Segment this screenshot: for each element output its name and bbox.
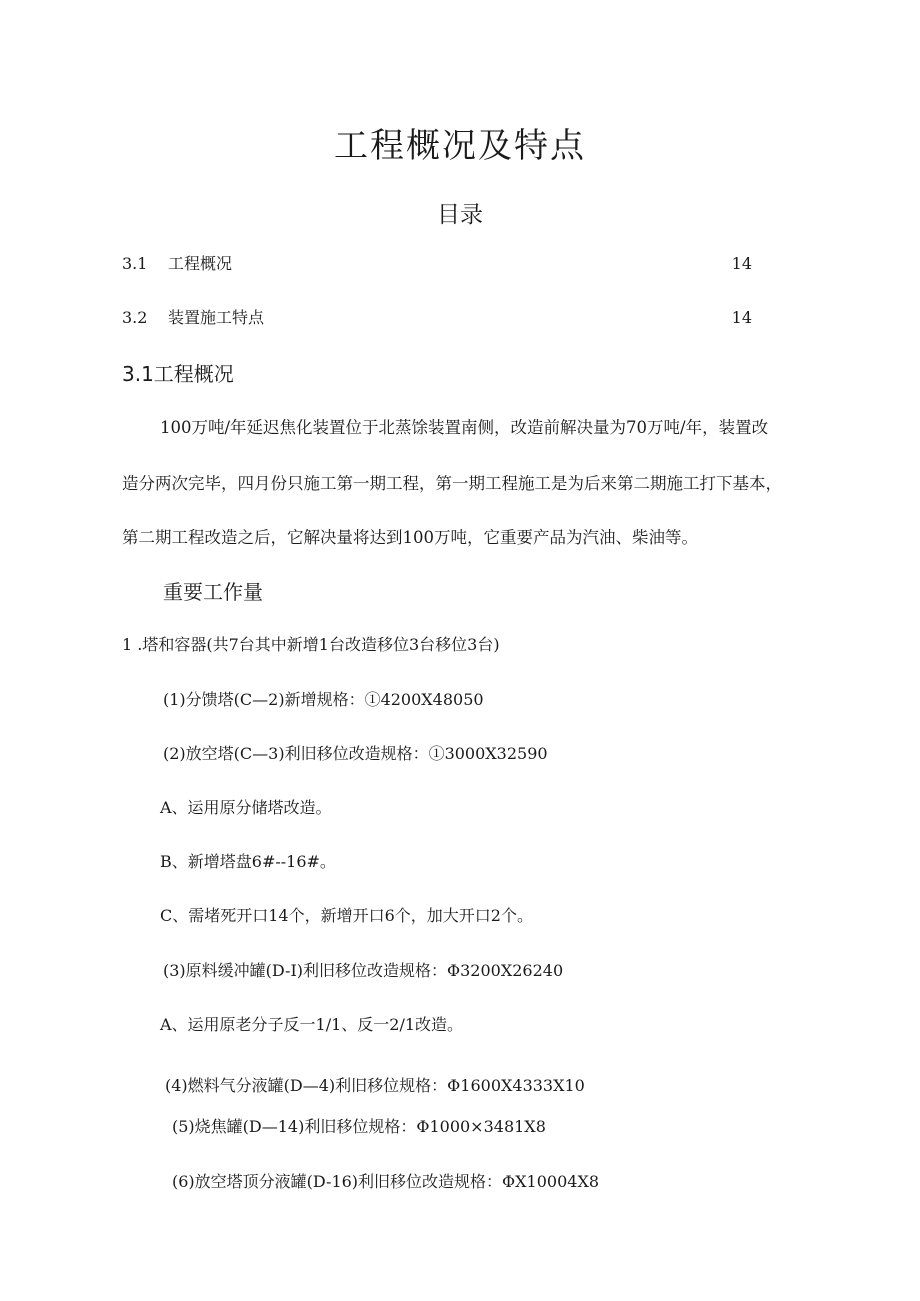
toc-entry-page: 14 <box>731 308 752 327</box>
list-item: (3)原料缓冲罐(D-I)利旧移位改造规格：Φ3200X26240 <box>163 961 564 980</box>
list-item: 1 .塔和容器(共7台其中新增1台改造移位3台移位3台) <box>122 635 500 654</box>
list-item: (6)放空塔顶分液罐(D-16)利旧移位改造规格：ΦX10004X8 <box>172 1172 600 1191</box>
list-item: B、新增塔盘6#--16#。 <box>160 852 336 871</box>
toc-entry-page: 14 <box>731 254 752 273</box>
toc-entry-number: 3.2 <box>122 308 148 327</box>
paragraph-line: 造分两次完毕，四月份只施工第一期工程，第一期工程施工是为后来第二期施工打下基本， <box>122 474 782 493</box>
list-item: A、运用原老分子反一1/1、反一2/1改造。 <box>160 1015 464 1034</box>
toc-entry-label: 装置施工特点 <box>168 308 265 327</box>
document-title: 工程概况及特点 <box>334 126 586 166</box>
list-item: C、需堵死开口14个，新增开口6个，加大开口2个。 <box>160 906 533 925</box>
section-heading: 3.1工程概况 <box>122 362 234 386</box>
paragraph-line: 第二期工程改造之后，它解决量将达到100万吨，它重要产品为汽油、柴油等。 <box>122 528 698 547</box>
toc-entry-label: 工程概况 <box>168 254 233 273</box>
toc-entry <box>122 253 752 275</box>
toc-entry <box>122 307 752 329</box>
list-item: (2)放空塔(C—3)利旧移位改造规格：①3000X32590 <box>163 744 548 763</box>
list-item: A、运用原分储塔改造。 <box>160 798 332 817</box>
list-item: (5)烧焦罐(D—14)利旧移位规格：Φ1000×3481X8 <box>172 1117 546 1136</box>
toc-heading: 目录 <box>437 202 483 228</box>
list-item: (4)燃料气分液罐(D—4)利旧移位规格：Φ1600X4333X10 <box>165 1076 585 1095</box>
paragraph-line: 100万吨/年延迟焦化装置位于北蒸馀装置南侧，改造前解决量为70万吨/年，装置改 <box>160 418 769 437</box>
list-item: (1)分馈塔(C—2)新增规格：①4200X48050 <box>163 690 484 709</box>
toc-entry-number: 3.1 <box>122 254 148 273</box>
workload-subheading: 重要工作量 <box>163 580 263 604</box>
